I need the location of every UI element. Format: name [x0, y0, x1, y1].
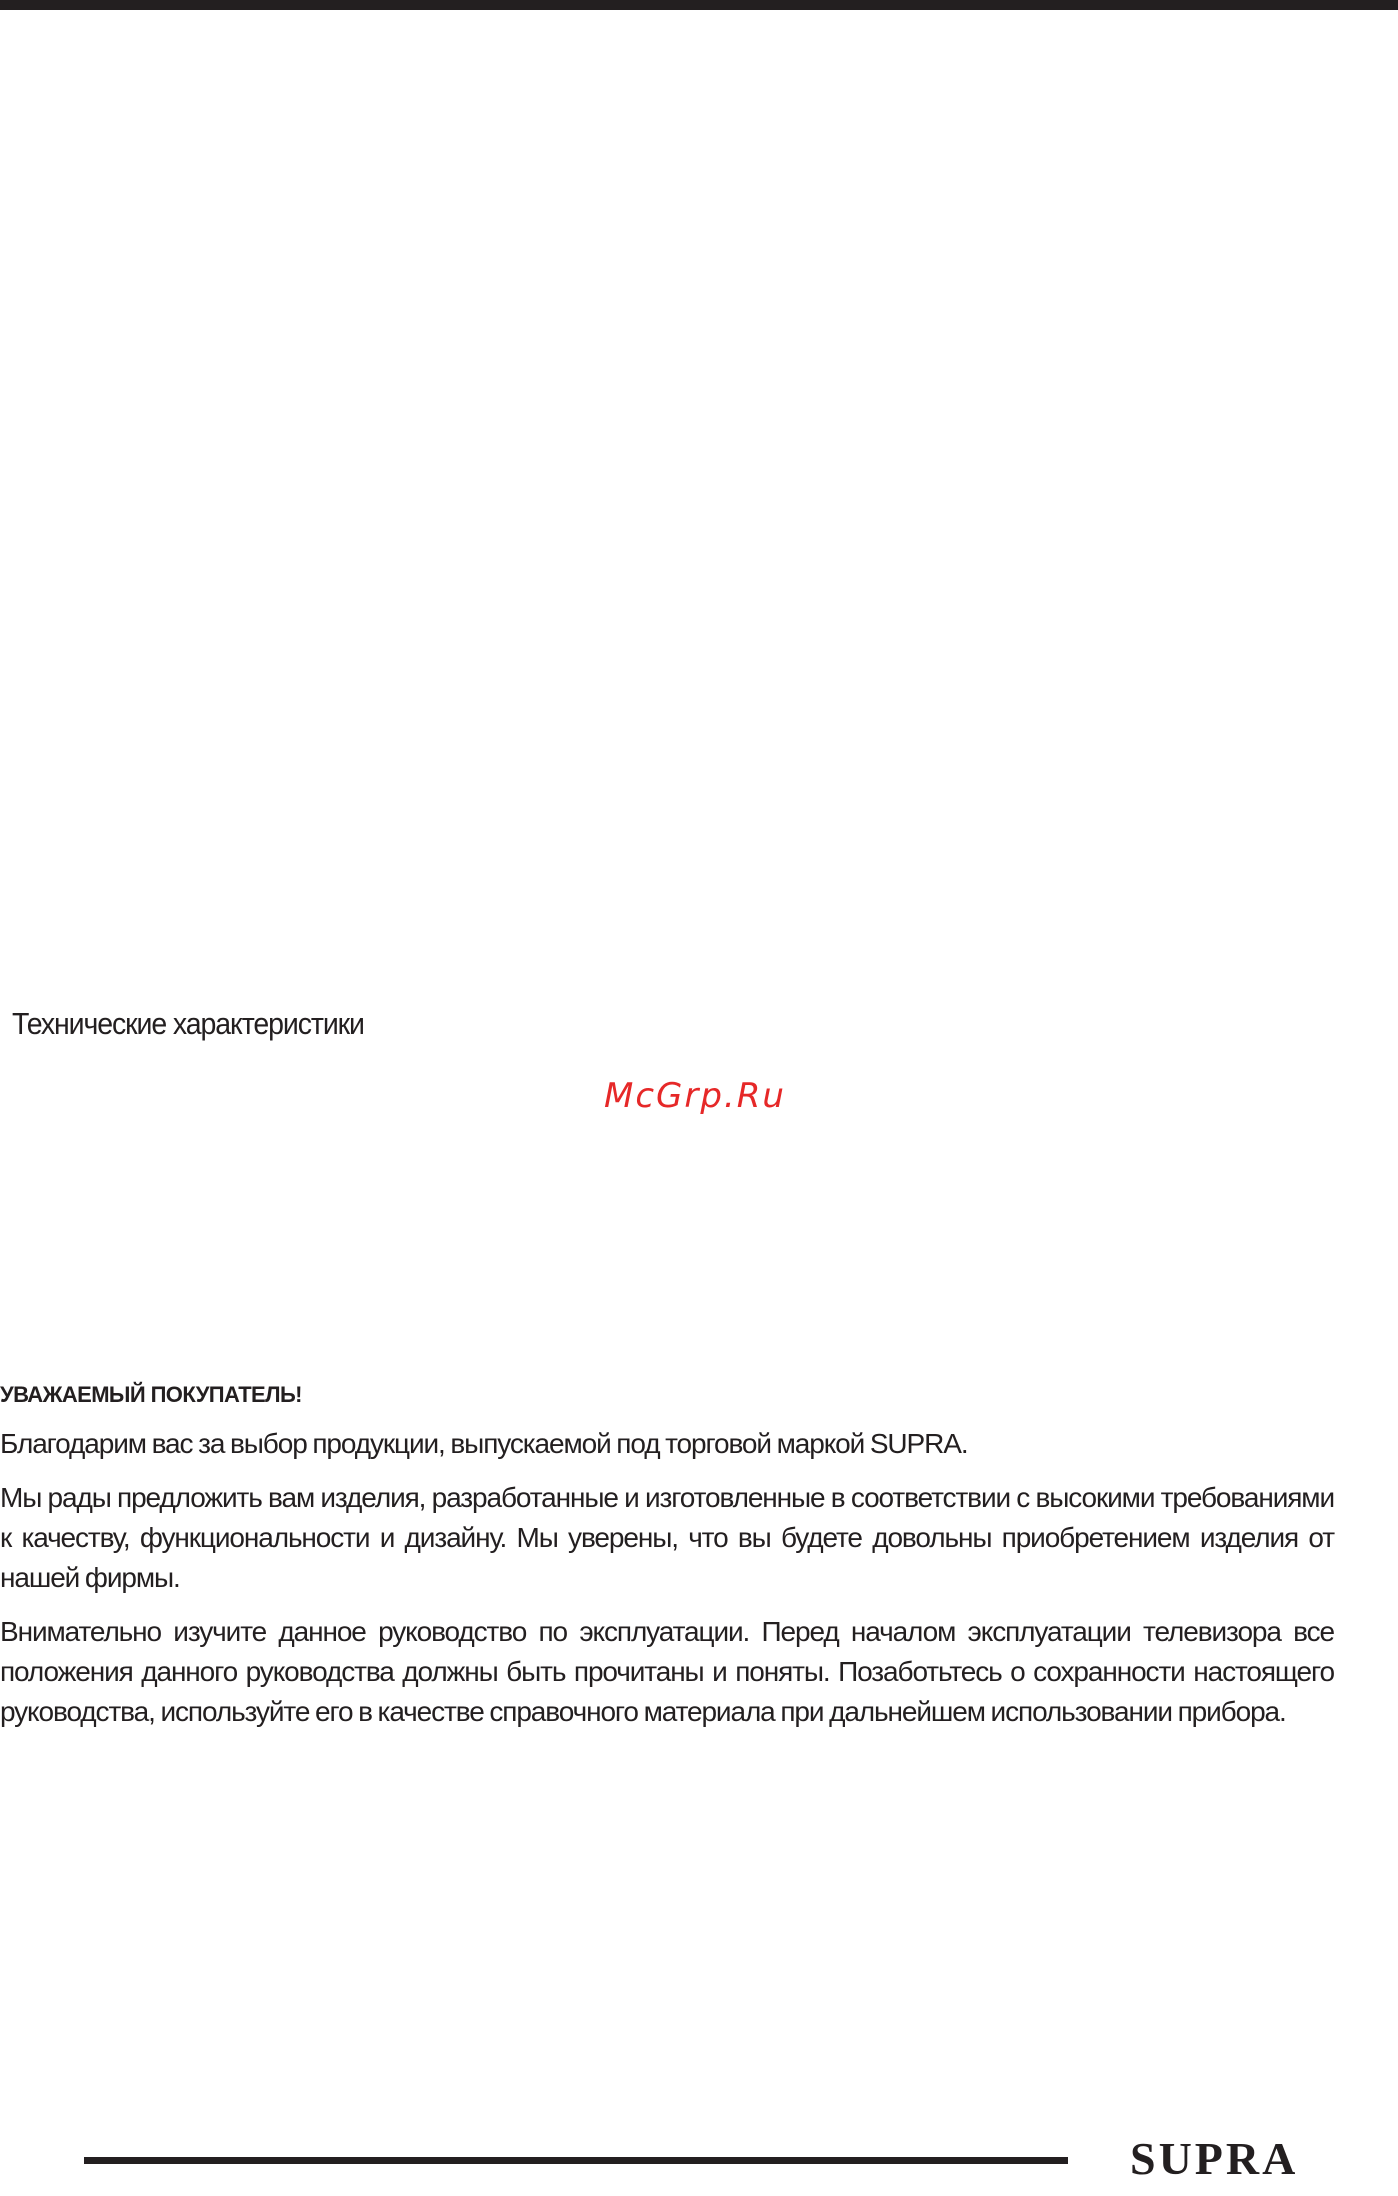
paragraph-thanks: Благодарим вас за выбор продукции, выпускаемой под торговой маркой SUPRA.	[0, 1428, 968, 1459]
watermark[interactable]: McGrp.Ru	[604, 1076, 786, 1116]
paragraph-instructions: Внимательно изучите данное руководство по эксплуатации. Перед началом эксплуатации телевизора все положения данного руководства должны быть прочитаны и поняты. Позаботьтесь о сохранности настоящего руководства, используйте его в качестве справочного материала при дальнейшем использовании прибора.	[0, 1616, 1334, 1727]
paragraph-offer: Мы рады предложить вам изделия, разработанные и изготовленные в соответствии с высокими требованиями к качеству, функциональности и дизайну. Мы уверены, что вы будете довольны приобретением изделия от нашей фирмы.	[0, 1482, 1334, 1593]
letter-content	[0, 1380, 1334, 1746]
bottom-rule	[84, 2157, 1068, 2164]
section-heading: Технические характеристики	[12, 1006, 364, 1041]
supra-logo: SUPRA	[1130, 2133, 1299, 2184]
top-rule	[0, 0, 1398, 10]
greeting-heading: УВАЖАЕМЫЙ ПОКУПАТЕЛЬ!	[0, 1382, 302, 1407]
